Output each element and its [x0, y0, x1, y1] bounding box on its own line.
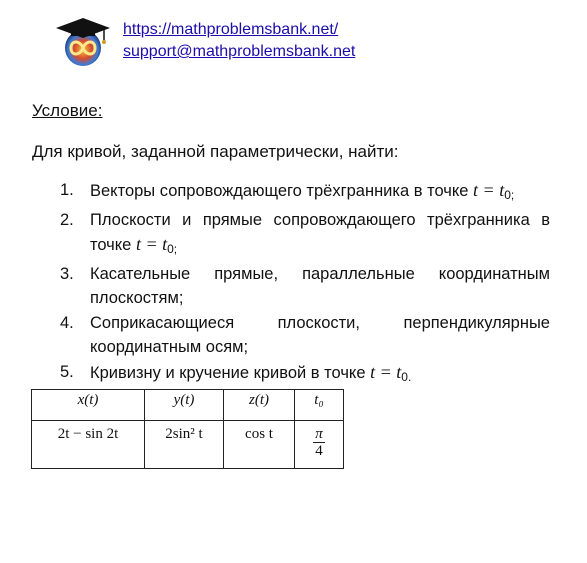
- math-expression: t = t: [370, 362, 402, 382]
- condition-title: Условие:: [32, 101, 103, 120]
- task-line: координатным осям;: [90, 338, 249, 356]
- task-number: 3.: [60, 265, 74, 283]
- task-list: [60, 178, 550, 390]
- condition-intro: Для кривой, заданной параметрически, найти:: [32, 142, 399, 161]
- fraction: [313, 426, 325, 459]
- word: и: [182, 211, 192, 229]
- contact-links: [123, 19, 355, 63]
- word: сопровождающего: [273, 211, 416, 229]
- cell-y: 2sin² t: [145, 421, 224, 469]
- table-row: [32, 421, 344, 469]
- math-subscript: 0;: [167, 242, 178, 256]
- task-math: [136, 234, 177, 254]
- word-with-caret: [403, 311, 550, 335]
- mathproblemsbank-logo: [54, 14, 112, 68]
- task-line: [90, 232, 550, 261]
- task-line: [90, 208, 550, 232]
- task-item-2: [60, 208, 550, 261]
- task-item-3: [60, 262, 550, 310]
- task-line: плоскостям;: [90, 289, 184, 307]
- parametric-table: [31, 389, 344, 469]
- task-text: Векторы сопровождающего трёхгранника в точке: [90, 182, 469, 200]
- word: в: [541, 211, 550, 229]
- fraction-numerator: π: [315, 426, 323, 442]
- math-subscript: 0;: [504, 188, 515, 202]
- task-text: Кривизну и кручение кривой в точке: [90, 364, 366, 382]
- math-expression: t = t: [473, 180, 505, 200]
- task-item-5: [60, 360, 550, 389]
- header-cell-x: x(t): [32, 390, 145, 421]
- word: Плоскости: [90, 211, 171, 229]
- word: Касательные: [90, 265, 191, 283]
- cell-z: cos t: [224, 421, 295, 469]
- math-expression: t = t: [135, 234, 168, 254]
- cell-x: 2t − sin 2t: [32, 421, 145, 469]
- task-item-4: [60, 311, 550, 359]
- header-cell-t0: t₀: [295, 390, 344, 421]
- task-line: [90, 311, 550, 335]
- website-link[interactable]: https://mathproblemsbank.net/: [123, 21, 339, 38]
- task-math: [370, 362, 411, 382]
- task-item-1: [60, 178, 550, 207]
- task-line: [90, 262, 550, 286]
- header-cell-y: y(t): [145, 390, 224, 421]
- word: перпендикулярные: [403, 314, 550, 332]
- task-text: точке: [90, 236, 132, 254]
- task-number: 2.: [60, 211, 74, 229]
- word: прямые,: [214, 265, 279, 283]
- word: параллельные: [302, 265, 415, 283]
- support-email-link[interactable]: support@mathproblemsbank.net: [123, 43, 356, 60]
- task-number: 4.: [60, 314, 74, 332]
- word: плоскости,: [277, 314, 360, 332]
- task-math: [473, 180, 514, 200]
- header-cell-z: z(t): [224, 390, 295, 421]
- fraction-denominator: 4: [315, 443, 323, 459]
- word: Соприкасающиеся: [90, 314, 235, 332]
- word: трёхгранника: [427, 211, 530, 229]
- table-header-row: [32, 390, 344, 421]
- word: координатным: [438, 265, 550, 283]
- task-number: 5.: [60, 363, 74, 381]
- word: прямые: [202, 211, 263, 229]
- cell-t0: [295, 421, 344, 469]
- task-number: 1.: [60, 181, 74, 199]
- math-subscript: 0.: [401, 370, 412, 384]
